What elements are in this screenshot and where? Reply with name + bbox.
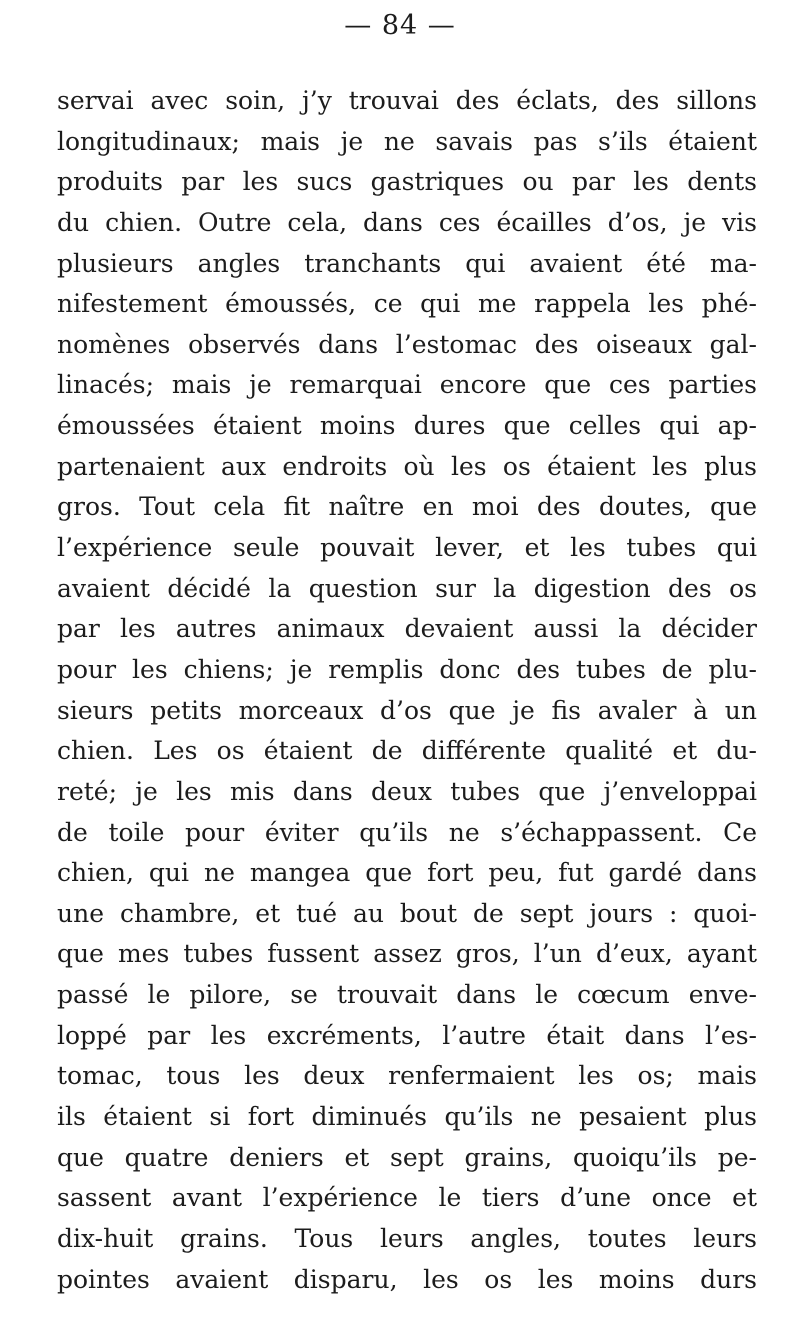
text-line: longitudinaux; mais je ne savais pas s’ils étaient [57,126,757,156]
text-line: partenaient aux endroits où les os étaient les plus [57,451,757,481]
text-line: sieurs petits morceaux d’os que je fis avaler à un [57,695,757,725]
text-line: par les autres animaux devaient aussi la décider [57,614,757,644]
text-line: chien, qui ne mangea que fort peu, fut gardé dans [57,858,757,888]
text-line: de toile pour éviter qu’ils ne s’échappassent. Ce [57,817,757,847]
text-line: une chambre, et tué au bout de sept jours : quoi- [57,898,757,928]
text-line: produits par les sucs gastriques ou par les dents [57,167,757,197]
text-line: reté; je les mis dans deux tubes que j’enveloppai [57,776,757,806]
text-line: gros. Tout cela fit naître en moi des doutes, que [57,492,757,522]
text-line: avaient décidé la question sur la digestion des os [57,573,757,603]
body-text [57,81,757,1300]
text-line: chien. Les os étaient de différente qualité et du- [57,736,757,766]
text-line: nomènes observés dans l’estomac des oiseaux gal- [57,329,757,359]
text-line: pour les chiens; je remplis donc des tubes de plu- [57,654,757,684]
text-line: émoussées étaient moins dures que celles qui ap- [57,411,757,441]
text-line: que quatre deniers et sept grains, quoiqu’ils pe- [57,1142,757,1172]
text-line: passé le pilore, se trouvait dans le cœcum enve- [57,980,757,1010]
text-line: ils étaient si fort diminués qu’ils ne pesaient plus [57,1102,757,1132]
text-line: dix-huit grains. Tous leurs angles, toutes leurs [57,1223,757,1253]
text-line: l’expérience seule pouvait lever, et les tubes qui [57,533,757,563]
text-line: sassent avant l’expérience le tiers d’une once et [57,1183,757,1213]
page-number: — 84 — [344,10,456,41]
text-line: nifestement émoussés, ce qui me rappela les phé- [57,289,757,319]
text-line: pointes avaient disparu, les os les moins durs [57,1264,757,1294]
text-line: tomac, tous les deux renfermaient les os; mais [57,1061,757,1091]
text-line: loppé par les excréments, l’autre était dans l’es- [57,1020,757,1050]
text-line: du chien. Outre cela, dans ces écailles d’os, je vis [57,207,757,237]
text-line: que mes tubes fussent assez gros, l’un d’eux, ayant [57,939,757,969]
text-line: linacés; mais je remarquai encore que ces parties [57,370,757,400]
text-line: servai avec soin, j’y trouvai des éclats, des sillons [57,86,757,115]
text-line: plusieurs angles tranchants qui avaient été ma- [57,248,757,278]
